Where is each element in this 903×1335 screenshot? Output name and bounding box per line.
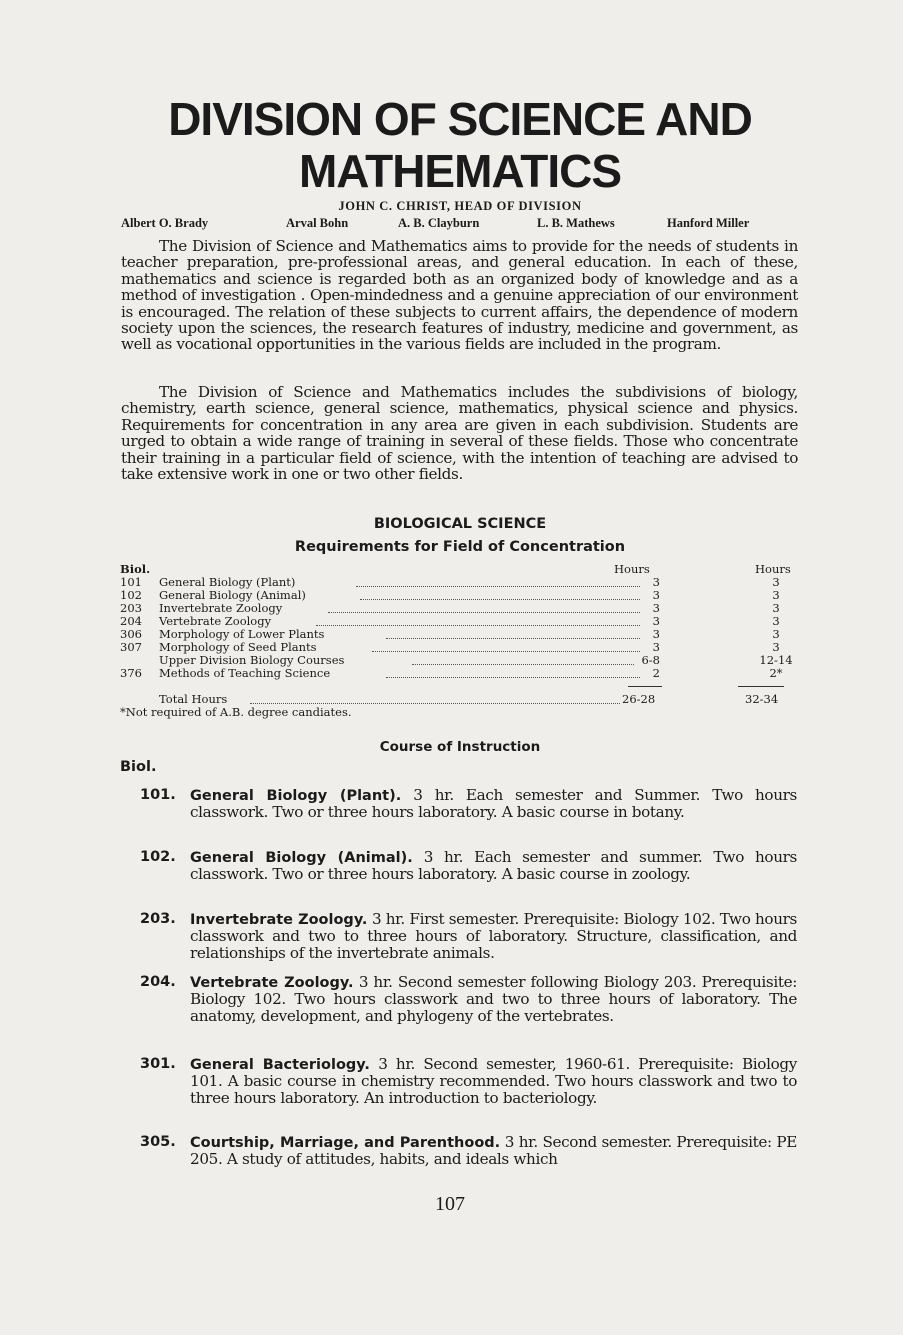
division-title-line-2: MATHEMATICS [298, 145, 622, 197]
req-hours-2: 12-14 [759, 653, 793, 667]
total-hours-1: 26-28 [622, 692, 656, 706]
req-hours-2: 3 [772, 588, 780, 602]
hours-header-2: Hours [755, 562, 791, 576]
req-hours-1: 3 [652, 640, 660, 654]
course-text: 3 hr. Second semester, 1960-61. Prerequisite: Biology 101. A basic course in chemistry recommended. Two hours classwork and two to three hours laboratory. An introduction to bacteriology. [190, 1055, 797, 1107]
course-number: 102. [140, 849, 176, 865]
division-title-line-1: DIVISION OF SCIENCE AND [168, 93, 752, 145]
req-course-name: General Biology (Plant) [159, 575, 296, 589]
req-course-number: 376 [120, 666, 142, 680]
staff-member: L. B. Mathews [537, 216, 615, 230]
req-hours-2: 3 [772, 601, 780, 615]
division-head: JOHN C. CHRIST, HEAD OF DIVISION [338, 199, 582, 213]
req-hours-1: 3 [652, 627, 660, 641]
course-number: 301. [140, 1056, 176, 1072]
staff-member: Arval Bohn [286, 216, 349, 230]
course-description [190, 1056, 797, 1106]
dot-leader [386, 677, 640, 678]
intro-paragraph-2: The Division of Science and Mathematics includes the subdivisions of biology, chemistry, earth science, general science, mathematics, physical science and physics. Requirements for concentration in any area are given in each subdivision. Students are urged to obtain a wide range of training in several of these fields. Those who concentrate their training in a particular field of science, with the intention of teaching are advised to take extensive work in one or two other fields. [121, 383, 798, 484]
req-course-name: Morphology of Seed Plants [159, 640, 317, 654]
course-prefix: Biol. [120, 759, 157, 775]
staff-member: Albert O. Brady [121, 216, 209, 230]
req-hours-2: 3 [772, 614, 780, 628]
course-title: General Bacteriology. [190, 1057, 370, 1073]
total-hours-label: Total Hours [159, 692, 228, 706]
req-hours-1: 6-8 [641, 653, 660, 667]
hours-header-1: Hours [614, 562, 650, 576]
req-course-number: 102 [120, 588, 142, 602]
dot-leader [328, 612, 640, 613]
course-title: General Biology (Animal). [190, 850, 413, 866]
req-course-number: 204 [120, 614, 142, 628]
course-text: 3 hr. Second semester following Biology 203. Prerequisite: Biology 102. Two hours classwork and two to three hours of laboratory. The anatomy, development, and phylogeny of the vertebrates. [190, 973, 797, 1025]
course-text: 3 hr. Each semester and summer. Two hours classwork. Two or three hours laboratory. A basic course in zoology. [190, 848, 797, 884]
dot-leader [316, 625, 640, 626]
staff-member: Hanford Miller [667, 216, 750, 230]
table-col-label: Biol. [120, 562, 151, 576]
dot-leader [356, 586, 640, 587]
course-number: 101. [140, 787, 176, 803]
intro-paragraph-1: The Division of Science and Mathematics aims to provide for the needs of students in teacher preparation, pre-professional areas, and general education. In each of these, mathematics and science is regarded both as an organized body of knowledge and as a method of investigation . Open-mindedness and a genuine appreciation of our environment is encouraged. The relation of these subjects to current affairs, the dependence of modern society upon the sciences, the research features of industry, medicine and government, as well as vocational opportunities in the various fields are included in the program. [121, 237, 798, 354]
req-hours-2: 3 [772, 640, 780, 654]
section-subtitle: Requirements for Field of Concentration [294, 539, 626, 555]
course-text: 3 hr. Second semester. Prerequisite: PE 205. A study of attitudes, habits, and ideals which [190, 1133, 797, 1169]
req-hours-1: 3 [652, 614, 660, 628]
req-hours-2: 3 [772, 627, 780, 641]
dot-leader [250, 703, 620, 704]
course-text: 3 hr. First semester. Prerequisite: Biology 102. Two hours classwork and two to three hours of laboratory. Structure, classification, and relationships of the invertebrate animals. [190, 910, 797, 962]
req-hours-1: 3 [652, 588, 660, 602]
req-course-number: 306 [120, 627, 142, 641]
total-rule-1 [628, 686, 662, 687]
course-title: Courtship, Marriage, and Parenthood. [190, 1135, 501, 1151]
page-number: 107 [435, 1193, 465, 1215]
req-course-name: Upper Division Biology Courses [159, 653, 345, 667]
course-description [190, 1134, 797, 1168]
course-description [190, 787, 797, 821]
req-hours-2: 3 [772, 575, 780, 589]
total-hours-2: 32-34 [745, 692, 779, 706]
req-hours-2: 2* [769, 666, 783, 680]
dot-leader [412, 664, 634, 665]
req-course-name: Methods of Teaching Science [159, 666, 331, 680]
course-description [190, 974, 797, 1024]
course-number: 204. [140, 974, 176, 990]
req-course-number: 101 [120, 575, 142, 589]
dot-leader [372, 651, 640, 652]
course-text: 3 hr. Each semester and Summer. Two hours classwork. Two or three hours laboratory. A basic course in botany. [190, 786, 797, 822]
req-course-name: Vertebrate Zoology [159, 614, 272, 628]
course-title: Vertebrate Zoology. [190, 975, 354, 991]
req-hours-1: 3 [652, 601, 660, 615]
req-course-name: Invertebrate Zoology [159, 601, 283, 615]
dot-leader [386, 638, 640, 639]
req-course-number: 203 [120, 601, 142, 615]
course-description [190, 911, 797, 961]
dot-leader [360, 599, 640, 600]
course-title: Invertebrate Zoology. [190, 912, 368, 928]
req-course-name: Morphology of Lower Plants [159, 627, 325, 641]
course-heading: Course of Instruction [379, 739, 541, 755]
table-footnote: *Not required of A.B. degree candiates. [120, 705, 352, 719]
total-rule-2 [738, 686, 784, 687]
section-title: BIOLOGICAL SCIENCE [373, 516, 547, 532]
course-number: 305. [140, 1134, 176, 1150]
course-description [190, 849, 797, 883]
req-course-name: General Biology (Animal) [159, 588, 306, 602]
course-title: General Biology (Plant). [190, 788, 402, 804]
course-number: 203. [140, 911, 176, 927]
req-hours-1: 2 [652, 666, 660, 680]
req-hours-1: 3 [652, 575, 660, 589]
req-course-number: 307 [120, 640, 142, 654]
staff-member: A. B. Clayburn [398, 216, 480, 230]
